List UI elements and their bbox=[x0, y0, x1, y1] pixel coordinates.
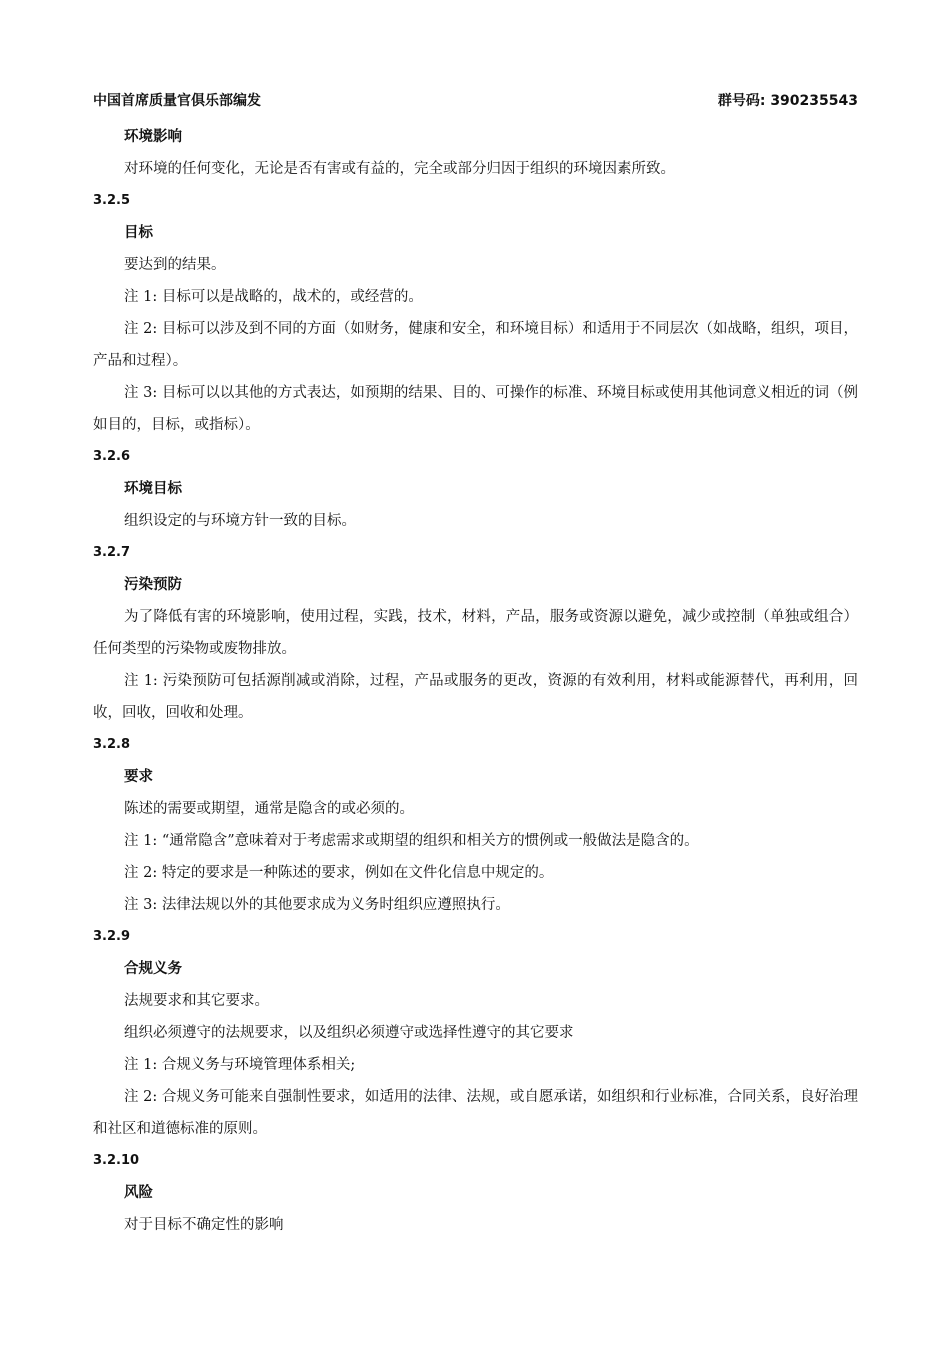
definition-text: 陈述的需要或期望，通常是隐含的或必须的。 bbox=[124, 801, 414, 817]
section-number: 3.2.9 bbox=[93, 929, 131, 944]
note-text: 注 2: 目标可以涉及到不同的方面（如财务，健康和安全，和环境目标）和适用于不同层次（如战略，组织，项目，产品和过程）。 bbox=[93, 321, 858, 369]
term-title: 污染预防 bbox=[124, 577, 182, 593]
page-header bbox=[93, 90, 858, 110]
term-title: 风险 bbox=[124, 1185, 153, 1201]
definition-text: 要达到的结果。 bbox=[124, 257, 226, 273]
definition-text: 对于目标不确定性的影响 bbox=[124, 1217, 284, 1233]
definition-text: 为了降低有害的环境影响，使用过程，实践，技术，材料，产品，服务或资源以避免，减少或控制（单独或组合）任何类型的污染物或废物排放。 bbox=[93, 609, 858, 657]
definition-text: 组织设定的与环境方针一致的目标。 bbox=[124, 513, 356, 529]
note-text: 注 2: 特定的要求是一种陈述的要求，例如在文件化信息中规定的。 bbox=[124, 865, 554, 881]
note-text: 注 2: 合规义务可能来自强制性要求，如适用的法律、法规，或自愿承诺，如组织和行业标准，合同关系，良好治理和社区和道德标准的原则。 bbox=[93, 1089, 858, 1137]
term-title: 环境影响 bbox=[124, 129, 182, 145]
note-text: 注 3: 目标可以以其他的方式表达，如预期的结果、目的、可操作的标准、环境目标或使用其他词意义相近的词（例如目的，目标，或指标）。 bbox=[93, 385, 858, 433]
section-number: 3.2.7 bbox=[93, 545, 131, 560]
note-text: 注 1: 污染预防可包括源削减或消除，过程，产品或服务的更改，资源的有效利用，材料或能源替代，再利用，回收，回收，回收和处理。 bbox=[93, 673, 858, 721]
definition-text: 对环境的任何变化，无论是否有害或有益的，完全或部分归因于组织的环境因素所致。 bbox=[124, 161, 675, 177]
term-title: 环境目标 bbox=[124, 481, 182, 497]
section-number: 3.2.8 bbox=[93, 737, 131, 752]
note-text: 注 1: 目标可以是战略的，战术的，或经营的。 bbox=[124, 289, 423, 305]
section-number: 3.2.6 bbox=[93, 449, 131, 464]
header-group-number: 群号码: 390235543 bbox=[717, 93, 858, 109]
note-text: 注 1: 合规义务与环境管理体系相关; bbox=[124, 1057, 356, 1073]
section-number: 3.2.10 bbox=[93, 1153, 140, 1168]
note-text: 注 3: 法律法规以外的其他要求成为义务时组织应遵照执行。 bbox=[124, 897, 510, 913]
section-number: 3.2.5 bbox=[93, 193, 131, 208]
document-body bbox=[93, 121, 858, 1241]
header-organization: 中国首席质量官俱乐部编发 bbox=[93, 93, 261, 109]
definition-text: 法规要求和其它要求。 bbox=[124, 993, 269, 1009]
term-title: 合规义务 bbox=[124, 961, 182, 977]
term-title: 目标 bbox=[124, 225, 153, 241]
definition-text: 组织必须遵守的法规要求，以及组织必须遵守或选择性遵守的其它要求 bbox=[124, 1025, 574, 1041]
note-text: 注 1: “通常隐含”意味着对于考虑需求或期望的组织和相关方的惯例或一般做法是隐含的。 bbox=[124, 833, 699, 849]
term-title: 要求 bbox=[124, 769, 153, 785]
